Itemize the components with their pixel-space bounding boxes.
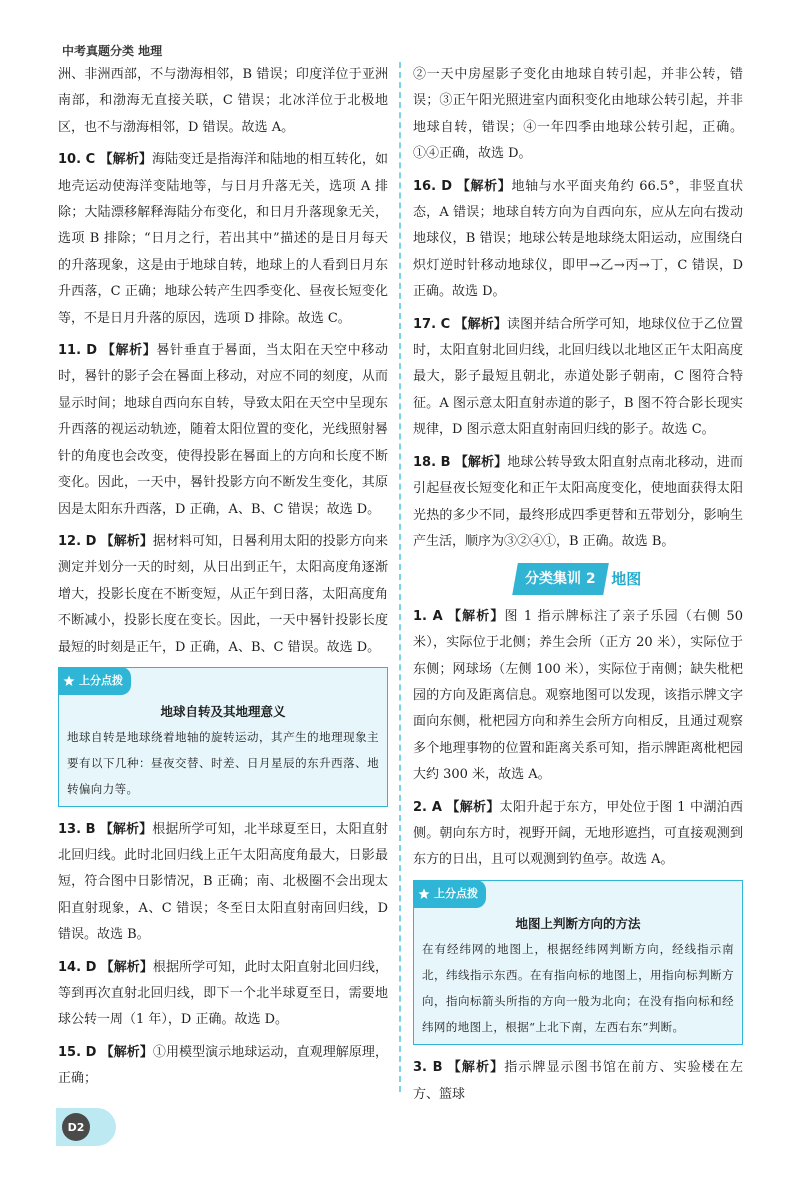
answer-11: 11. D 【解析】晷针垂直于晷面，当太阳在天空中移动时，晷针的影子会在晷面上移动，对应不同的刻度，从而显示时间；地球自西向东自转，导致太阳在天空中呈现东升西落的视运动轨迹，随着太阳位置的变化，光线照射晷针的角度也会改变，使得投影在晷面上的方向和长度不断变化。因此，一天中，晷针投影方向不断发生变化，其原因是太阳东升西落，D 正确，A、B、C 错误；故选 D。 [58,343,388,517]
tip-title: 地图上判断方向的方法 [515,916,641,932]
tip-title: 地球自转及其地理意义 [160,703,286,719]
star-icon [418,888,430,900]
continuation-paragraph: 洲、非洲西部，不与渤海相邻，B 错误；印度洋位于亚洲南部，和渤海无直接关联，C 错误；北冰洋位于北极地区，也不与渤海相邻，D 错误。故选 A。 [58,67,388,135]
answer-17: 17. C 【解析】读图并结合所学可知，地球仪位于乙位置时，太阳直射北回归线，北回归线以北地区正午太阳高度最大，影子最短且朝北，赤道处影子朝南，C 图符合特征。A 图示意太阳直射赤道的影子，B 图不符合影长现实规律，D 图示意太阳直射南回归线的影子。故选 C。 [413,316,743,438]
continuation-paragraph-15: ②一天中房屋影子变化由地球自转引起，并非公转，错误；③正午阳光照进室内面积变化由地球公转引起，并非地球自转，错误；④一年四季由地球公转引起，正确。①④正确，故选 D。 [413,67,743,162]
page-header-title: 中考真题分类 地理 [62,44,163,58]
answer-12: 12. D 【解析】据材料可知，日晷利用太阳的投影方向来测定并划分一天的时刻，从日出到正午，太阳高度角逐渐增大，投影长度在不断变短，从正午到日落，太阳高度角不断减小，投影长度在变长。因此，一天中晷针投影长度最短的时刻是正午，D 正确，A、B、C 错误。故选 D。 [58,533,388,655]
answer-10: 10. C 【解析】海陆变迁是指海洋和陆地的相互转化，如地壳运动使海洋变陆地等，与日月升落无关，选项 A 排除；大陆漂移解释海陆分布变化，和日月升落现象无关，选项 B 排除；“日月之行，若出其中”描述的是日月每天的升落现象，这是由于地球自转，地球上的人看到日月东升西落，C 正确；地球公转产生四季变化、昼夜长短变化等，不是日月升落的原因，选项 D 排除。故选 C。 [58,152,388,326]
tip-label: 上分点拨 [414,880,486,908]
answer-18: 18. B 【解析】地球公转导致太阳直射点南北移动，进而引起昼夜长短变化和正午太阳高度变化，使地面获得太阳光热的多少不同，最终形成四季更替和五带划分，影响生产生活，顺序为③②④①，B 正确。故选 B。 [413,454,743,549]
section-label: 分类集训 2 [512,563,608,595]
tip-box-earth-rotation [58,667,388,807]
map-answer-3: 3. B 【解析】指示牌显示图书馆在前方、实验楼在左方、篮球 [413,1060,743,1102]
left-column [58,62,388,1099]
tip-label: 上分点拨 [59,667,131,695]
column-divider [399,62,402,1092]
section-banner [413,563,743,595]
right-column [413,62,743,1114]
tip-text: 在有经纬网的地图上，根据经纬网判断方向，经线指示南北，纬线指示东西。在有指向标的地图上，用指向标判断方向，指向标箭头所指的方向一般为北向；在没有指向标和经纬网的地图上，根据“上北下南，左西右东”判断。 [422,942,734,1035]
answer-14: 14. D 【解析】根据所学可知，此时太阳直射北回归线，等到再次直射北回归线，即下一个北半球夏至日，需要地球公转一周（1 年），D 正确。故选 D。 [58,959,388,1028]
tip-box-map-direction [413,880,743,1046]
star-icon [63,675,75,687]
answer-16: 16. D 【解析】地轴与水平面夹角约 66.5°，非竖直状态，A 错误；地球自转方向为自西向东，应从左向右拨动地球仪，B 错误；地球公转是地球绕太阳运动，应围绕白炽灯逆时针移动地球仪，即甲→乙→丙→丁，C 错误，D 正确。故选 D。 [413,178,743,300]
answer-15: 15. D 【解析】①用模型演示地球运动，直观理解原理，正确； [58,1044,388,1087]
tip-text: 地球自转是地球绕着地轴的旋转运动，其产生的地理现象主要有以下几种：昼夜交替、时差、日月星辰的东升西落、地转偏向力等。 [67,729,379,796]
map-answer-1: 1. A 【解析】图 1 指示牌标注了亲子乐园（右侧 50 米），实际位于北侧；养生会所（正方 20 米），实际位于东侧；网球场（左侧 100 米），实际位于南侧；缺失枇杷园的方向及距离信息。观察地图可以发现，该指示牌文字面向东侧，枇杷园方向和养生会所方向相反，且通过观察多个地理事物的位置和距离关系可知，指示牌距离枇杷园大约 300 米，故选 A。 [413,608,743,783]
section-title: 地图 [611,570,642,589]
answer-13: 13. B 【解析】根据所学可知，北半球夏至日，太阳直射北回归线。此时北回归线上正午太阳高度角最大，日影最短，符合图中日影情况，B 正确；南、北极圈不会出现太阳直射现象，A、C 错误；冬至日太阳直射南回归线，D 错误。故选 B。 [58,821,388,943]
page-number: D2 [62,1113,90,1141]
map-answer-2: 2. A 【解析】太阳升起于东方，甲处位于图 1 中湖泊西侧。朝向东方时，视野开阔，无地形遮挡，可直接观测到东方的日出，且可以观测到钓鱼亭。故选 A。 [413,799,743,868]
